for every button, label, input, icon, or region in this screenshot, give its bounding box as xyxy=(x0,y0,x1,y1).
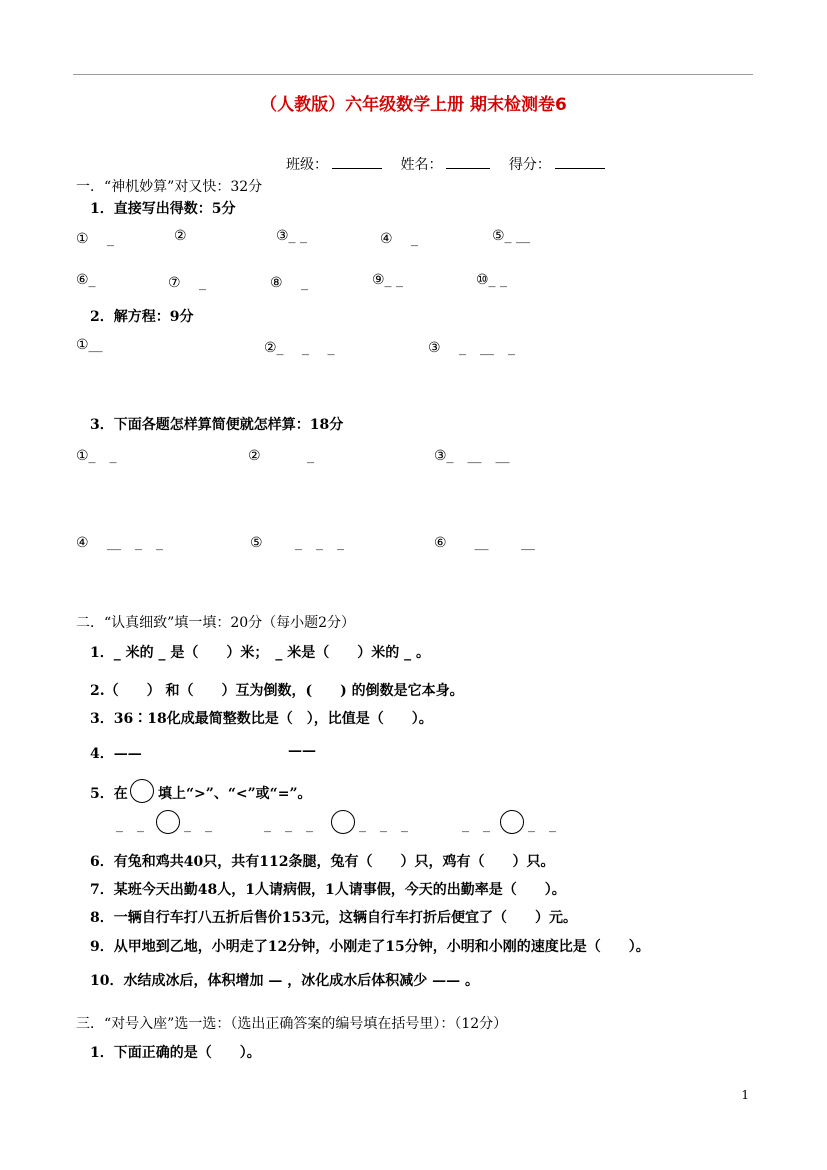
s1-q1-item: ① _ xyxy=(76,231,115,247)
s2-q5-prefix: 5．在 xyxy=(90,786,128,802)
s1-q3-item: ③_ __ __ xyxy=(434,448,510,464)
s2-q4: 4．—— xyxy=(90,746,142,762)
compare-circle-icon xyxy=(156,810,180,834)
s1-q3-item: ② _ xyxy=(248,448,315,464)
s1-q3: 3．下面各题怎样算简便就怎样算：18分 xyxy=(90,417,344,433)
s1-q1-item: ② xyxy=(174,228,187,244)
s1-q3-item: ⑥ __ __ xyxy=(434,535,536,551)
s2-q5-expr: _ _ xyxy=(528,817,556,833)
s2-q6: 6．有兔和鸡共40只，共有112条腿，兔有（ ）只，鸡有（ ）只。 xyxy=(90,854,555,870)
score-blank xyxy=(555,154,605,169)
s1-q3-item: ①_ _ xyxy=(76,448,117,464)
name-blank xyxy=(446,154,490,169)
s2-q5-expr: _ _ xyxy=(184,817,212,833)
name-label: 姓名： xyxy=(400,157,443,173)
s1-q1-item: ④ _ xyxy=(380,231,419,247)
s2-q5-suffix: 填上“>”、“<”或“=”。 xyxy=(158,786,312,802)
section-3-heading: 三．“对号入座”选一选：（选出正确答案的编号填在括号里）：（12分） xyxy=(76,1016,508,1032)
s1-q2: 2．解方程：9分 xyxy=(90,309,194,325)
s1-q1: 1．直接写出得数：5分 xyxy=(90,201,236,217)
s2-q7: 7．某班今天出勤48人，1人请病假，1人请事假，今天的出勤率是（ ）。 xyxy=(90,882,566,898)
section-1-heading: 一．“神机妙算”对又快：32分 xyxy=(76,179,263,195)
s1-q2-item: ①__ xyxy=(76,337,103,353)
s2-q5-expr: _ _ xyxy=(462,817,490,833)
class-blank xyxy=(332,154,382,169)
s1-q1-item: ⑧ _ xyxy=(270,275,309,291)
s2-q4-fraction: —— xyxy=(288,743,316,759)
s1-q1-item: ⑨_ _ xyxy=(372,272,404,288)
page-title: （人教版）六年级数学上册 期末检测卷6 xyxy=(260,95,567,115)
page-number: 1 xyxy=(741,1088,749,1102)
score-label: 得分： xyxy=(508,157,551,173)
s2-q9: 9．从甲地到乙地，小明走了12分钟，小刚走了15分钟，小明和小刚的速度比是（ ）。 xyxy=(90,939,650,955)
s2-q5-expr: _ _ _ xyxy=(359,817,408,833)
s2-q8: 8．一辆自行车打八五折后售价153元，这辆自行车打折后便宜了（ ）元。 xyxy=(90,910,577,926)
class-label: 班级： xyxy=(286,157,328,173)
header-rule xyxy=(73,74,753,75)
s2-q10: 10．水结成冰后，体积增加 — ，冰化成水后体积减少 —— 。 xyxy=(90,973,479,989)
compare-circle-icon xyxy=(331,810,355,834)
s2-q5-expr: _ _ xyxy=(116,817,144,833)
s2-q5-expr: _ _ _ xyxy=(264,817,313,833)
s1-q1-item: ⑤_ __ xyxy=(492,228,531,244)
s1-q2-item: ②_ _ _ xyxy=(264,340,335,356)
s1-q1-item: ⑦ _ xyxy=(168,275,207,291)
compare-circle-icon xyxy=(500,810,524,834)
s2-q1: 1．_ 米的 _ 是（ ）米； _ 米是（ ）米的 _ 。 xyxy=(90,645,430,661)
s1-q1-item: ⑩_ _ xyxy=(476,272,508,288)
s1-q3-item: ④ __ _ _ xyxy=(76,535,164,551)
s1-q1-item: ⑥_ xyxy=(76,272,96,288)
s2-q3: 3．36∶18化成最简整数比是（ ），比值是（ ）。 xyxy=(90,711,433,727)
compare-circle-icon xyxy=(130,779,154,803)
s1-q1-item: ③_ _ xyxy=(276,228,308,244)
s1-q2-item: ③ _ __ _ xyxy=(428,340,516,356)
s1-q3-item: ⑤ _ _ _ xyxy=(250,535,345,551)
student-info xyxy=(286,154,609,174)
s3-q1: 1．下面正确的是（ ）。 xyxy=(90,1045,261,1061)
s2-q2: 2.（ ） 和（ ）互为倒数，( ) 的倒数是它本身。 xyxy=(90,683,464,699)
section-2-heading: 二．“认真细致”填一填：20分（每小题2分） xyxy=(76,615,356,631)
